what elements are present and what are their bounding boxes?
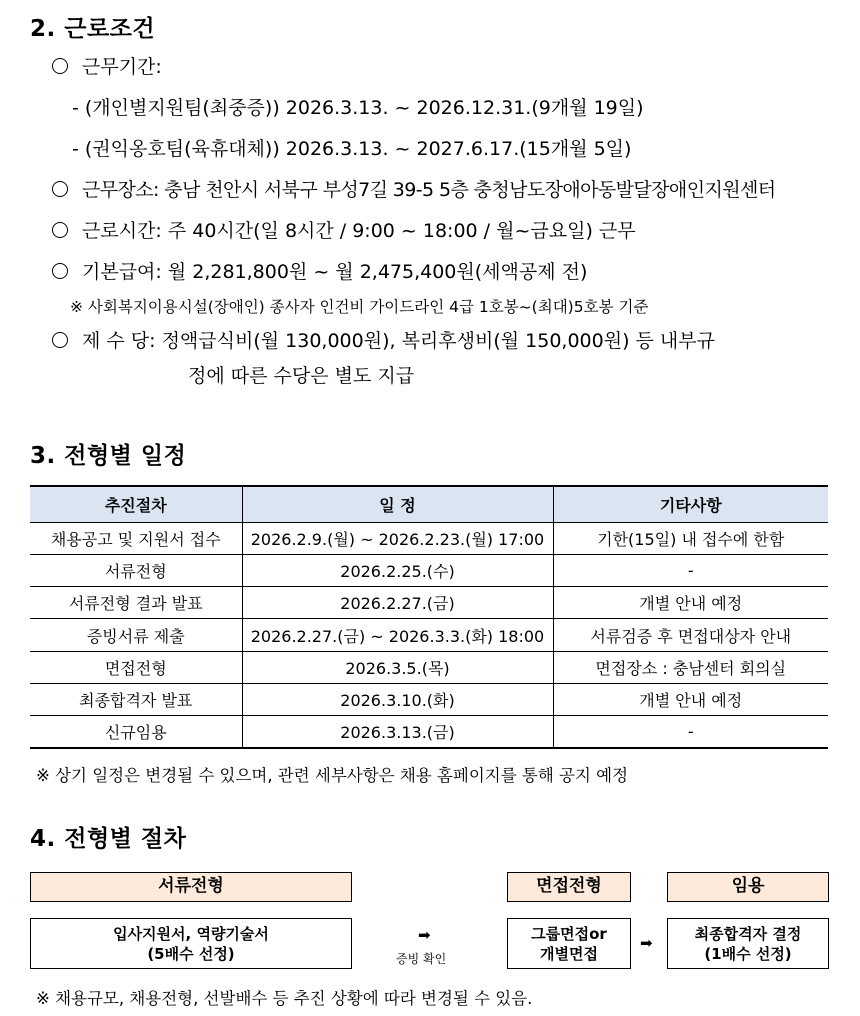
table-cell: 개별 안내 예정 <box>553 587 828 619</box>
table-cell: 2026.2.25.(수) <box>242 554 553 586</box>
arrow-right-icon: ➡ <box>418 926 431 944</box>
circle-bullet-icon <box>52 263 68 279</box>
hours-line <box>52 216 636 243</box>
workplace-text: 근무장소: 충남 천안시 서북구 부성7길 39-5 5층 충청남도장애아동발달장애인지원센터 <box>82 179 776 201</box>
arrow-right-icon: ➡ <box>640 934 653 952</box>
allowance-text: 제 수 당: 정액급식비(월 130,000원), 복리후생비(월 150,000원) 등 내부규 <box>82 330 715 352</box>
table-cell: 면접장소 : 충남센터 회의실 <box>553 651 828 683</box>
table-cell: 기한(15일) 내 접수에 한함 <box>553 522 828 554</box>
step-document-box <box>30 918 352 969</box>
table-cell: - <box>553 554 828 586</box>
table-cell: - <box>553 716 828 748</box>
section4-title: 4. 전형별 절차 <box>30 826 187 852</box>
table-cell: 증빙서류 제출 <box>30 619 242 651</box>
circle-bullet-icon <box>52 181 68 197</box>
procedure-note: ※ 채용규모, 채용전형, 선발배수 등 추진 상황에 따라 변경될 수 있음. <box>36 989 533 1008</box>
table-cell: 서류검증 후 면접대상자 안내 <box>553 619 828 651</box>
allowance-line2: 정에 따른 수당은 별도 지급 <box>188 365 415 387</box>
table-cell: 채용공고 및 지원서 접수 <box>30 522 242 554</box>
allowance-line <box>52 326 715 353</box>
table-header-cell: 기타사항 <box>553 486 828 522</box>
period-label: 근무기간: <box>82 56 162 78</box>
step-appointment-box <box>667 918 829 969</box>
table-header-cell: 추진절차 <box>30 486 242 522</box>
step-interview-line2: 개별면접 <box>540 944 598 963</box>
circle-bullet-icon <box>52 222 68 238</box>
table-row <box>30 587 828 619</box>
table-cell: 2026.3.13.(금) <box>242 716 553 748</box>
step-interview-line1: 그룹면접or <box>531 924 607 943</box>
salary-line <box>52 257 587 284</box>
table-cell: 서류전형 <box>30 554 242 586</box>
salary-note: ※ 사회복지이용시설(장애인) 종사자 인건비 가이드라인 4급 1호봉~(최대)5호봉 기준 <box>70 298 649 316</box>
step-document-line2: (5배수 선정) <box>147 944 235 963</box>
table-cell: 신규임용 <box>30 716 242 748</box>
section2-title: 2. 근로조건 <box>30 16 156 42</box>
step-interview-box <box>507 918 631 969</box>
table-header-cell: 일 정 <box>242 486 553 522</box>
table-row <box>30 619 828 651</box>
schedule-note: ※ 상기 일정은 변경될 수 있으며, 관련 세부사항은 채용 홈페이지를 통해 공지 예정 <box>36 766 629 785</box>
period-line <box>52 52 162 79</box>
period-item: - (권익옹호팀(육휴대체)) 2026.3.13. ~ 2027.6.17.(15개월 5일) <box>72 138 632 160</box>
step-appointment-line2: (1배수 선정) <box>704 944 792 963</box>
table-row <box>30 522 828 554</box>
table-cell: 최종합격자 발표 <box>30 683 242 715</box>
salary-text: 기본급여: 월 2,281,800원 ~ 월 2,475,400원(세액공제 전) <box>82 261 588 283</box>
table-cell: 2026.2.9.(월) ~ 2026.2.23.(월) 17:00 <box>242 522 553 554</box>
table-row <box>30 716 828 748</box>
workplace-line <box>52 175 775 202</box>
table-row <box>30 651 828 683</box>
table-row <box>30 683 828 715</box>
step-appointment-line1: 최종합격자 결정 <box>694 924 802 943</box>
table-cell: 면접전형 <box>30 651 242 683</box>
table-cell: 서류전형 결과 발표 <box>30 587 242 619</box>
section3-title: 3. 전형별 일정 <box>30 443 187 469</box>
table-cell: 2026.3.5.(목) <box>242 651 553 683</box>
stage-document-screening: 서류전형 <box>30 872 352 902</box>
step-document-line1: 입사지원서, 역량기술서 <box>113 924 269 943</box>
hours-text: 근로시간: 주 40시간(일 8시간 / 9:00 ~ 18:00 / 월~금요일) 근무 <box>82 220 636 242</box>
arrow-label: 증빙 확인 <box>396 952 447 966</box>
stage-appointment: 임용 <box>667 872 829 902</box>
table-header-row <box>30 486 828 522</box>
stage-interview: 면접전형 <box>507 872 631 902</box>
period-item: - (개인별지원팀(최중증)) 2026.3.13. ~ 2026.12.31.(9개월 19일) <box>72 97 644 119</box>
circle-bullet-icon <box>52 58 68 74</box>
schedule-table <box>30 485 828 749</box>
table-cell: 2026.3.10.(화) <box>242 683 553 715</box>
table-cell: 2026.2.27.(금) <box>242 587 553 619</box>
table-row <box>30 554 828 586</box>
circle-bullet-icon <box>52 332 68 348</box>
table-cell: 2026.2.27.(금) ~ 2026.3.3.(화) 18:00 <box>242 619 553 651</box>
table-cell: 개별 안내 예정 <box>553 683 828 715</box>
